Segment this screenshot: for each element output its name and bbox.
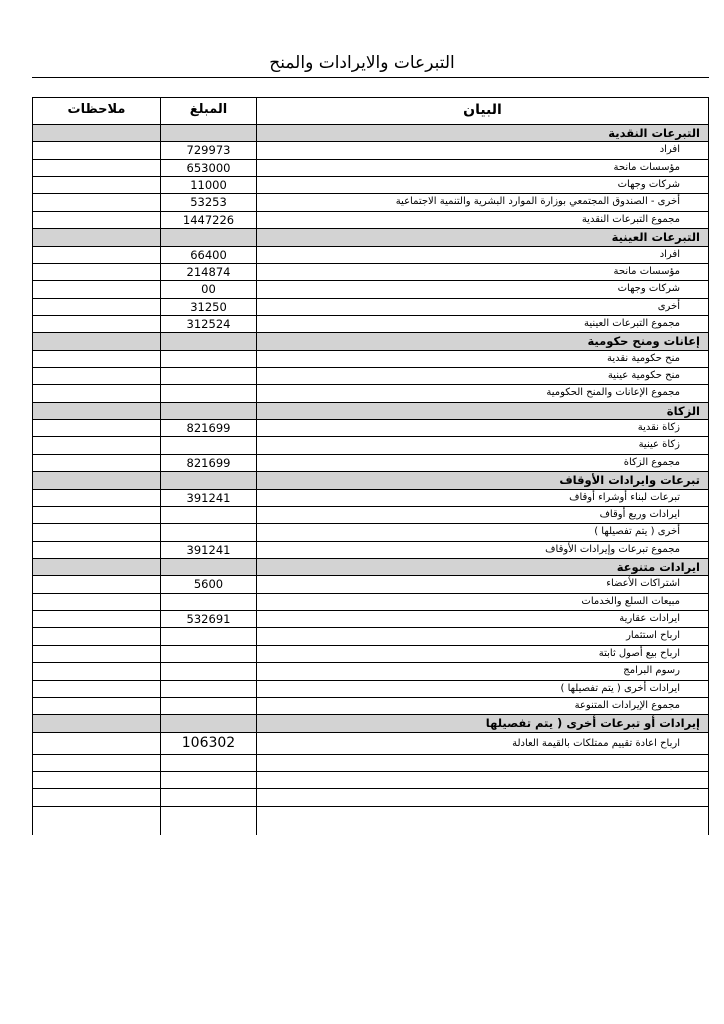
- amount-cell: 391241: [161, 542, 257, 558]
- empty-row: [32, 789, 709, 806]
- amount-cell: [161, 507, 257, 523]
- amount-cell: [161, 594, 257, 610]
- table-row: [32, 385, 709, 402]
- revenue-table: [32, 97, 709, 835]
- notes-cell: [32, 663, 161, 679]
- description-cell: شركات وجهات: [257, 177, 709, 193]
- description-cell: مؤسسات مانحة: [257, 264, 709, 280]
- amount-cell: 653000: [161, 160, 257, 176]
- table-row: [32, 611, 709, 628]
- description-cell: مجموع الإيرادات المتنوعة: [257, 698, 709, 714]
- table-row: [32, 212, 709, 229]
- description-cell: مجموع الإعانات والمنح الحكومية: [257, 385, 709, 401]
- section-title: إعانات ومنح حكومية: [257, 333, 709, 349]
- amount-cell: 821699: [161, 455, 257, 471]
- notes-cell: [32, 490, 161, 506]
- notes-cell: [32, 385, 161, 401]
- notes-cell: [32, 212, 161, 228]
- table-row: [32, 646, 709, 663]
- notes-cell: [32, 264, 161, 280]
- notes-cell: [32, 646, 161, 662]
- description-cell: أخرى - الصندوق المجتمعي بوزارة الموارد البشرية والتنمية الاجتماعية: [257, 194, 709, 210]
- table-row: [32, 160, 709, 177]
- description-cell: [257, 807, 709, 835]
- notes-cell: [32, 715, 161, 731]
- amount-cell: [161, 646, 257, 662]
- notes-cell: [32, 472, 161, 488]
- amount-cell: [161, 663, 257, 679]
- notes-cell: [32, 177, 161, 193]
- amount-cell: [161, 472, 257, 488]
- description-cell: أخرى ( يتم تفصيلها ): [257, 524, 709, 540]
- table-row: [32, 437, 709, 454]
- table-row: [32, 281, 709, 298]
- table-row: [32, 490, 709, 507]
- section-title: تبرعات وايرادات الأوقاف: [257, 472, 709, 488]
- amount-cell: [161, 368, 257, 384]
- amount-cell: [161, 559, 257, 575]
- notes-cell: [32, 229, 161, 245]
- notes-cell: [32, 455, 161, 471]
- section-title: ايرادات متنوعة: [257, 559, 709, 575]
- table-row: [32, 455, 709, 472]
- table-row: [32, 264, 709, 281]
- description-cell: مؤسسات مانحة: [257, 160, 709, 176]
- table-row: [32, 194, 709, 211]
- table-tail: [32, 807, 709, 835]
- amount-cell: [161, 628, 257, 644]
- notes-cell: [32, 281, 161, 297]
- amount-cell: 532691: [161, 611, 257, 627]
- section-header-row: [32, 125, 709, 142]
- amount-cell: [161, 772, 257, 788]
- amount-cell: 821699: [161, 420, 257, 436]
- notes-cell: [32, 333, 161, 349]
- table-row: [32, 368, 709, 385]
- notes-cell: [32, 247, 161, 263]
- description-cell: افراد: [257, 142, 709, 158]
- table-row: [32, 576, 709, 593]
- amount-cell: 1447226: [161, 212, 257, 228]
- table-row: [32, 316, 709, 333]
- notes-cell: [32, 611, 161, 627]
- amount-cell: 214874: [161, 264, 257, 280]
- description-cell: زكاة نقدية: [257, 420, 709, 436]
- table-row: [32, 524, 709, 541]
- table-row: [32, 351, 709, 368]
- notes-cell: [32, 125, 161, 141]
- notes-cell: [32, 403, 161, 419]
- description-cell: زكاة عينية: [257, 437, 709, 453]
- notes-cell: [32, 789, 161, 805]
- amount-cell: 5600: [161, 576, 257, 592]
- description-cell: ارباح استثمار: [257, 628, 709, 644]
- description-cell: ارباح اعادة تقييم ممتلكات بالقيمة العادلة: [257, 733, 709, 754]
- amount-column-header: المبلغ: [161, 98, 257, 124]
- amount-cell: [161, 789, 257, 805]
- section-header-row: [32, 559, 709, 576]
- amount-cell: 00: [161, 281, 257, 297]
- section-header-row: [32, 472, 709, 489]
- amount-cell: [161, 403, 257, 419]
- section-title: إيرادات أو تبرعات أخرى ( يتم تفصيلها: [257, 715, 709, 731]
- description-cell: [257, 755, 709, 771]
- description-cell: مجموع الزكاة: [257, 455, 709, 471]
- empty-row: [32, 772, 709, 789]
- amount-cell: [161, 755, 257, 771]
- table-row: [32, 420, 709, 437]
- notes-cell: [32, 160, 161, 176]
- description-cell: أخرى: [257, 299, 709, 315]
- amount-cell: [161, 385, 257, 401]
- notes-cell: [32, 368, 161, 384]
- description-cell: مجموع التبرعات النقدية: [257, 212, 709, 228]
- amount-cell: [161, 524, 257, 540]
- amount-cell: [161, 715, 257, 731]
- title-underline: [32, 77, 709, 78]
- table-row: [32, 628, 709, 645]
- amount-cell: [161, 333, 257, 349]
- description-cell: [257, 772, 709, 788]
- description-cell: ايرادات وريع أوقاف: [257, 507, 709, 523]
- notes-cell: [32, 698, 161, 714]
- empty-row: [32, 755, 709, 772]
- table-row: [32, 733, 709, 755]
- notes-cell: [32, 542, 161, 558]
- description-cell: ايرادات عقارية: [257, 611, 709, 627]
- notes-cell: [32, 559, 161, 575]
- table-row: [32, 594, 709, 611]
- amount-cell: 11000: [161, 177, 257, 193]
- notes-cell: [32, 628, 161, 644]
- description-cell: [257, 789, 709, 805]
- notes-cell: [32, 681, 161, 697]
- amount-cell: [161, 351, 257, 367]
- amount-cell: 53253: [161, 194, 257, 210]
- table-row: [32, 247, 709, 264]
- section-title: الزكاة: [257, 403, 709, 419]
- table-row: [32, 681, 709, 698]
- notes-cell: [32, 437, 161, 453]
- section-header-row: [32, 229, 709, 246]
- notes-cell: [32, 807, 161, 835]
- section-header-row: [32, 403, 709, 420]
- notes-cell: [32, 594, 161, 610]
- table-row: [32, 177, 709, 194]
- section-header-row: [32, 333, 709, 350]
- description-cell: منح حكومية عينية: [257, 368, 709, 384]
- amount-cell: [161, 437, 257, 453]
- notes-cell: [32, 507, 161, 523]
- description-cell: شركات وجهات: [257, 281, 709, 297]
- amount-cell: [161, 698, 257, 714]
- description-column-header: البيان: [257, 98, 709, 124]
- amount-cell: 729973: [161, 142, 257, 158]
- description-cell: مجموع تبرعات وإيرادات الأوقاف: [257, 542, 709, 558]
- table-row: [32, 507, 709, 524]
- notes-cell: [32, 576, 161, 592]
- section-header-row: [32, 715, 709, 732]
- notes-cell: [32, 351, 161, 367]
- notes-cell: [32, 142, 161, 158]
- notes-cell: [32, 316, 161, 332]
- description-cell: تبرعات لبناء أوشراء أوقاف: [257, 490, 709, 506]
- table-header-row: [32, 97, 709, 125]
- amount-cell: 106302: [161, 733, 257, 754]
- amount-cell: 66400: [161, 247, 257, 263]
- table-row: [32, 698, 709, 715]
- notes-column-header: ملاحظات: [32, 98, 161, 124]
- section-title: التبرعات العينية: [257, 229, 709, 245]
- section-title: التبرعات النقدية: [257, 125, 709, 141]
- amount-cell: [161, 229, 257, 245]
- notes-cell: [32, 194, 161, 210]
- notes-cell: [32, 420, 161, 436]
- amount-cell: 312524: [161, 316, 257, 332]
- table-row: [32, 142, 709, 159]
- notes-cell: [32, 524, 161, 540]
- table-body: [32, 125, 709, 807]
- amount-cell: [161, 125, 257, 141]
- amount-cell: 31250: [161, 299, 257, 315]
- table-row: [32, 542, 709, 559]
- description-cell: ارباح بيع أصول ثابتة: [257, 646, 709, 662]
- description-cell: مبيعات السلع والخدمات: [257, 594, 709, 610]
- description-cell: مجموع التبرعات العينية: [257, 316, 709, 332]
- description-cell: منح حكومية نقدية: [257, 351, 709, 367]
- description-cell: اشتراكات الأعضاء: [257, 576, 709, 592]
- amount-cell: 391241: [161, 490, 257, 506]
- notes-cell: [32, 772, 161, 788]
- description-cell: ايرادات أخرى ( يتم تفصيلها ): [257, 681, 709, 697]
- amount-cell: [161, 807, 257, 835]
- description-cell: افراد: [257, 247, 709, 263]
- notes-cell: [32, 733, 161, 754]
- amount-cell: [161, 681, 257, 697]
- notes-cell: [32, 755, 161, 771]
- table-row: [32, 663, 709, 680]
- description-cell: رسوم البرامج: [257, 663, 709, 679]
- notes-cell: [32, 299, 161, 315]
- page-title: التبرعات والايرادات والمنح: [269, 53, 455, 73]
- table-row: [32, 299, 709, 316]
